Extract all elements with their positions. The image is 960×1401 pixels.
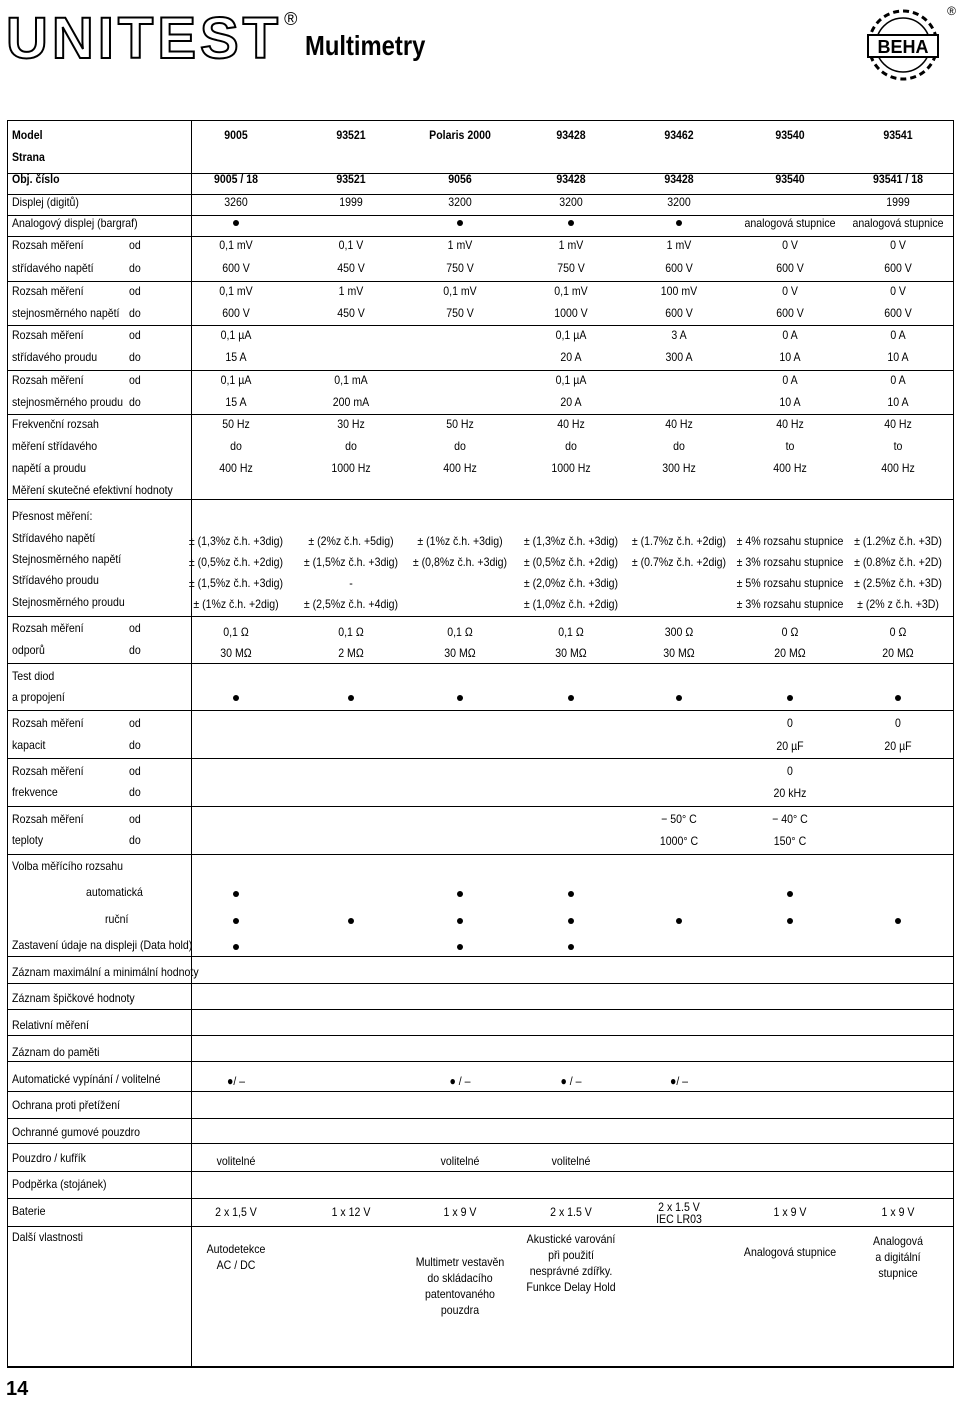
row-label: Pouzdro / kufřík: [12, 1151, 86, 1165]
cell-acc1: ± (1.2%z č.h. +3D): [854, 534, 942, 548]
cell-temp_od: − 40° C: [772, 812, 808, 826]
row-rule: [8, 1198, 953, 1199]
feature-dot-icon: [895, 695, 901, 701]
cell-ohm_od: 0 Ω: [781, 625, 799, 639]
logo-text: BEHA: [877, 37, 929, 57]
cell-autooff: ●/ –: [226, 1074, 246, 1088]
cell-aca_od: 0,1 µA: [555, 328, 587, 342]
od-label: od: [129, 284, 141, 298]
cell-dcv_do: 600 V: [665, 306, 693, 320]
battery-cell: 2 x 1,5 V: [215, 1205, 257, 1219]
cell-bargraph_text: analogová stupnice: [744, 216, 836, 230]
row-rule: [8, 370, 953, 371]
row-label: Podpěrka (stojánek): [12, 1177, 107, 1191]
row-label: kapacit: [12, 738, 46, 752]
row-label: Displej (digitů): [12, 195, 79, 209]
cell-dcv_od: 0,1 mV: [219, 284, 253, 298]
cell-acv_od: 1 mV: [447, 238, 473, 252]
row-label: Frekvenční rozsah: [12, 417, 99, 431]
cell-acc4: ± 3% rozsahu stupnice: [736, 597, 844, 611]
row-rule: [8, 663, 953, 664]
cell-freq_mid: do: [454, 439, 466, 453]
od-label: od: [129, 373, 141, 387]
row-rule: [8, 983, 953, 984]
cell-display: 3200: [559, 195, 583, 209]
do-label: do: [129, 833, 141, 847]
row-rule: [8, 758, 953, 759]
feature-dot-icon: [457, 891, 463, 897]
row-label: Stejnosměrného napětí: [12, 552, 122, 566]
cell-acv_od: 1 mV: [666, 238, 692, 252]
cell-aca_do: 10 A: [887, 350, 909, 364]
row-label: frekvence: [12, 785, 58, 799]
feature-dot-icon: [457, 695, 463, 701]
row-rule: [8, 499, 953, 500]
cell-ohm_od: 0,1 Ω: [338, 625, 364, 639]
od-label: od: [129, 764, 141, 778]
row-label: Záznam do paměti: [12, 1045, 100, 1059]
row-label: Rozsah měření: [12, 812, 84, 826]
cell-model: 93541: [883, 128, 913, 142]
row-rule: [8, 236, 953, 237]
features-cell: Analogová stupnice: [743, 1245, 837, 1259]
cell-dca_od: 0,1 mA: [334, 373, 368, 387]
cell-cap_do: 20 µF: [776, 739, 804, 753]
cell-dcv_do: 600 V: [222, 306, 250, 320]
cell-ohm_od: 300 Ω: [664, 625, 694, 639]
row-label: teploty: [12, 833, 44, 847]
battery-cell: 1 x 9 V: [773, 1205, 807, 1219]
feature-dot-icon: [233, 918, 239, 924]
brand-logo: UNITEST: [6, 6, 283, 71]
cell-freq_od: 40 Hz: [557, 417, 585, 431]
cell-ohm_do: 30 MΩ: [555, 646, 587, 660]
cell-acv_od: 1 mV: [558, 238, 584, 252]
cell-acv_do: 600 V: [222, 261, 250, 275]
cell-freq_od: 50 Hz: [446, 417, 474, 431]
cell-fr_do: 20 kHz: [773, 786, 807, 800]
cell-acc1: ± (2%z č.h. +5dig): [308, 534, 394, 548]
cell-freq_od: 40 Hz: [776, 417, 804, 431]
registered-mark: ®: [284, 9, 298, 29]
cell-acc2: ± (0,5%z č.h. +2dig): [188, 555, 284, 569]
feature-dot-icon: [233, 220, 239, 226]
cell-display: 3200: [667, 195, 691, 209]
feature-dot-icon: [568, 944, 574, 950]
feature-dot-icon: [568, 220, 574, 226]
cell-obj: 93428: [664, 172, 694, 186]
cell-ohm_od: 0,1 Ω: [223, 625, 249, 639]
cell-freq_mid: do: [345, 439, 357, 453]
cell-acc2: ± (1,5%z č.h. +3dig): [303, 555, 399, 569]
row-label: napětí a proudu: [12, 461, 86, 475]
row-label: Obj. číslo: [12, 172, 60, 186]
cell-dcv_do: 600 V: [776, 306, 804, 320]
feature-dot-icon: [233, 695, 239, 701]
cell-freq_do: 1000 Hz: [331, 461, 371, 475]
cell-acv_od: 0,1 mV: [219, 238, 253, 252]
label-divider: [191, 121, 192, 1367]
cell-aca_od: 0 A: [890, 328, 906, 342]
do-label: do: [129, 350, 141, 364]
feature-dot-icon: [787, 918, 793, 924]
row-label: Model: [12, 128, 43, 142]
row-rule: [8, 1226, 953, 1227]
row-rule: [8, 1009, 953, 1010]
cell-freq_do: 300 Hz: [662, 461, 696, 475]
cell-acc4: ± (2,5%z č.h. +4dig): [303, 597, 399, 611]
row-label: Přesnost měření:: [12, 509, 93, 523]
cell-dca_do: 200 mA: [332, 395, 370, 409]
brand-header: [6, 6, 447, 71]
battery-cell: 1 x 9 V: [881, 1205, 915, 1219]
cell-freq_mid: to: [893, 439, 903, 453]
do-label: do: [129, 643, 141, 657]
cell-aca_do: 10 A: [779, 350, 801, 364]
cell-acv_do: 750 V: [446, 261, 474, 275]
feature-dot-icon: [676, 695, 682, 701]
row-rule: [8, 414, 953, 415]
cell-acv_do: 750 V: [557, 261, 585, 275]
od-label: od: [129, 812, 141, 826]
beha-logo-icon: [854, 4, 952, 82]
cell-cap_od: 0: [787, 716, 793, 730]
cell-dcv_od: 0,1 mV: [443, 284, 477, 298]
battery-cell: 2 x 1.5 V IEC LR03: [656, 1200, 702, 1226]
do-label: do: [129, 261, 141, 275]
cell-obj: 93540: [775, 172, 805, 186]
od-label: od: [129, 238, 141, 252]
row-label: odporů: [12, 643, 45, 657]
cell-acc2: ± (0,5%z č.h. +2dig): [523, 555, 619, 569]
od-label: od: [129, 328, 141, 342]
row-rule: [8, 1118, 953, 1119]
do-label: do: [129, 306, 141, 320]
cell-acc1: ± 4% rozsahu stupnice: [736, 534, 844, 548]
row-label: Rozsah měření: [12, 716, 84, 730]
row-label: Stejnosměrného proudu: [12, 595, 125, 609]
row-label: Rozsah měření: [12, 284, 84, 298]
page-number: 14: [6, 1378, 29, 1400]
cell-dcv_od: 1 mV: [338, 284, 364, 298]
row-label: a propojení: [12, 690, 65, 704]
cell-ohm_od: 0,1 Ω: [558, 625, 584, 639]
cell-acv_od: 0 V: [890, 238, 906, 252]
cell-dcv_do: 750 V: [446, 306, 474, 320]
cell-model: Polaris 2000: [429, 128, 491, 142]
features-cell: Akustické varování při použití nesprávné zdířky. Funkce Delay Hold: [526, 1232, 616, 1294]
feature-dot-icon: [568, 891, 574, 897]
cell-freq_od: 40 Hz: [665, 417, 693, 431]
row-rule: [8, 1035, 953, 1036]
row-rule: [8, 616, 953, 617]
cell-acc1: ± (1,3%z č.h. +3dig): [188, 534, 284, 548]
cell-obj: 93428: [556, 172, 586, 186]
cell-dca_do: 15 A: [225, 395, 247, 409]
row-rule: [8, 1061, 953, 1062]
cell-freq_do: 400 Hz: [773, 461, 807, 475]
row-rule: [8, 1143, 953, 1144]
row-label-auto: automatická: [86, 885, 143, 899]
cell-model: 93540: [775, 128, 805, 142]
cell-ohm_od: 0 Ω: [889, 625, 907, 639]
row-label-manual: ruční: [105, 912, 129, 926]
cell-acc3: -: [349, 576, 353, 590]
row-label: Střídavého proudu: [12, 573, 99, 587]
cell-dca_od: 0,1 µA: [220, 373, 252, 387]
cell-acc1: ± (1%z č.h. +3dig): [417, 534, 503, 548]
battery-cell: 2 x 1.5 V: [550, 1205, 592, 1219]
cell-model: 93428: [556, 128, 586, 142]
feature-dot-icon: [568, 918, 574, 924]
row-rule: [8, 1091, 953, 1092]
cell-model: 93462: [664, 128, 694, 142]
page-title: Multimetry: [305, 30, 426, 61]
cell-aca_do: 15 A: [225, 350, 247, 364]
cell-acc2: ± 3% rozsahu stupnice: [736, 555, 844, 569]
row-label: Automatické vypínání / volitelné: [12, 1072, 161, 1086]
feature-dot-icon: [787, 891, 793, 897]
cell-acc2: ± (0,8%z č.h. +3dig): [412, 555, 508, 569]
cell-acc1: ± (1.7%z č.h. +2dig): [631, 534, 727, 548]
cell-dcv_od: 100 mV: [660, 284, 698, 298]
cell-dcv_do: 450 V: [337, 306, 365, 320]
cell-acc4: ± (1%z č.h. +2dig): [193, 597, 279, 611]
cell-temp_do: 1000° C: [659, 834, 699, 848]
cell-dca_do: 20 A: [560, 395, 582, 409]
cell-dcv_od: 0,1 mV: [554, 284, 588, 298]
battery-cell: 1 x 12 V: [331, 1205, 371, 1219]
cell-obj: 93541 / 18: [873, 172, 923, 186]
cell-ohm_do: 30 MΩ: [220, 646, 252, 660]
cell-acv_od: 0,1 V: [338, 238, 364, 252]
cell-dca_od: 0 A: [782, 373, 798, 387]
cell-acc4: ± (2% z č.h. +3D): [857, 597, 939, 611]
row-rule: [8, 1171, 953, 1172]
feature-dot-icon: [676, 220, 682, 226]
cell-aca_do: 20 A: [560, 350, 582, 364]
feature-dot-icon: [676, 918, 682, 924]
cell-model: 93521: [336, 128, 366, 142]
row-label: měření střídavého: [12, 439, 98, 453]
feature-dot-icon: [348, 695, 354, 701]
cell-freq_do: 400 Hz: [881, 461, 915, 475]
cell-temp_do: 150° C: [773, 834, 807, 848]
cell-acc2: ± (0.7%z č.h. +2dig): [631, 555, 727, 569]
cell-obj: 93521: [336, 172, 366, 186]
row-label: střídavého napětí: [12, 261, 94, 275]
row-label: Test diod: [12, 669, 55, 683]
row-rule: [8, 806, 953, 807]
cell-freq_mid: do: [673, 439, 685, 453]
row-rule: [8, 854, 953, 855]
cell-acc2: ± (0.8%z č.h. +2D): [854, 555, 942, 569]
cell-ohm_do: 2 MΩ: [338, 646, 364, 660]
cell-freq_od: 40 Hz: [884, 417, 912, 431]
od-label: od: [129, 716, 141, 730]
row-label: Baterie: [12, 1204, 46, 1218]
row-label: Rozsah měření: [12, 621, 84, 635]
cell-aca_do: 300 A: [665, 350, 693, 364]
row-label: Záznam špičkové hodnoty: [12, 991, 135, 1005]
cell-aca_od: 0 A: [782, 328, 798, 342]
cell-ohm_do: 20 MΩ: [882, 646, 914, 660]
cell-display: 1999: [339, 195, 363, 209]
cell-acc3: ± (2,0%z č.h. +3dig): [523, 576, 619, 590]
cell-acc3: ± 5% rozsahu stupnice: [736, 576, 844, 590]
row-label: stejnosměrného napětí: [12, 306, 120, 320]
row-label: Rozsah měření: [12, 238, 84, 252]
row-label: Rozsah měření: [12, 764, 84, 778]
cell-dca_do: 10 A: [887, 395, 909, 409]
cell-pouzdro: volitelné: [216, 1154, 256, 1168]
cell-ohm_do: 30 MΩ: [444, 646, 476, 660]
feature-dot-icon: [457, 918, 463, 924]
features-cell: Autodetekce AC / DC: [206, 1242, 266, 1272]
cell-obj: 9056: [448, 172, 472, 186]
features-cell: Multimetr vestavěn do skládacího patentovaného pouzdra: [415, 1255, 505, 1317]
cell-autooff: ● / –: [560, 1074, 582, 1088]
cell-dcv_do: 600 V: [884, 306, 912, 320]
od-label: od: [129, 621, 141, 635]
row-label: Rozsah měření: [12, 328, 84, 342]
cell-aca_od: 0,1 µA: [220, 328, 252, 342]
features-cell: Analogová a digitální stupnice: [873, 1234, 923, 1280]
do-label: do: [129, 785, 141, 799]
row-rule: [8, 325, 953, 326]
feature-dot-icon: [233, 891, 239, 897]
cell-freq_mid: to: [785, 439, 795, 453]
cell-freq_od: 30 Hz: [337, 417, 365, 431]
row-label: Ochrana proti přetížení: [12, 1098, 121, 1112]
row-rule: [8, 281, 953, 282]
cell-freq_mid: do: [230, 439, 242, 453]
feature-dot-icon: [348, 918, 354, 924]
cell-dcv_do: 1000 V: [554, 306, 588, 320]
cell-temp_od: − 50° C: [661, 812, 697, 826]
feature-dot-icon: [895, 918, 901, 924]
cell-acv_do: 600 V: [884, 261, 912, 275]
cell-ohm_do: 30 MΩ: [663, 646, 695, 660]
cell-acc3: ± (2.5%z č.h. +3D): [854, 576, 942, 590]
logo-registered-mark: ®: [947, 4, 956, 18]
spec-table: [7, 120, 954, 1368]
row-rule: [8, 956, 953, 957]
row-label: Záznam maximální a minimální hodnoty: [12, 965, 199, 979]
cell-acv_do: 450 V: [337, 261, 365, 275]
row-rule: [8, 710, 953, 711]
cell-model: 9005: [224, 128, 248, 142]
cell-acv_do: 600 V: [776, 261, 804, 275]
cell-bargraph_text: analogová stupnice: [852, 216, 944, 230]
cell-cap_do: 20 µF: [884, 739, 912, 753]
cell-display: 3200: [448, 195, 472, 209]
row-label: Ochranné gumové pouzdro: [12, 1125, 140, 1139]
cell-obj: 9005 / 18: [213, 172, 259, 186]
cell-dca_od: 0,1 µA: [555, 373, 587, 387]
do-label: do: [129, 395, 141, 409]
cell-cap_od: 0: [895, 716, 901, 730]
cell-ohm_do: 20 MΩ: [774, 646, 806, 660]
feature-dot-icon: [568, 695, 574, 701]
feature-dot-icon: [457, 944, 463, 950]
cell-display: 1999: [886, 195, 910, 209]
row-label: Volba měřícího rozsahu: [12, 859, 123, 873]
do-label: do: [129, 738, 141, 752]
row-label: střídavého proudu: [12, 350, 98, 364]
row-label: Relativní měření: [12, 1018, 89, 1032]
row-label: Analogový displej (bargraf): [12, 216, 138, 230]
cell-dcv_od: 0 V: [890, 284, 906, 298]
row-label: Zastavení údaje na displeji (Data hold): [12, 938, 193, 952]
row-label: Střídavého napětí: [12, 531, 96, 545]
row-label: stejnosměrného proudu: [12, 395, 123, 409]
cell-dcv_od: 0 V: [782, 284, 798, 298]
cell-dca_do: 10 A: [779, 395, 801, 409]
cell-pouzdro: volitelné: [551, 1154, 591, 1168]
cell-acc4: ± (1,0%z č.h. +2dig): [523, 597, 619, 611]
cell-fr_od: 0: [787, 764, 793, 778]
cell-freq_mid: do: [565, 439, 577, 453]
row-label: Měření skutečné efektivní hodnoty: [12, 483, 173, 497]
feature-dot-icon: [787, 695, 793, 701]
row-label: Strana: [12, 150, 45, 164]
cell-acv_do: 600 V: [665, 261, 693, 275]
feature-dot-icon: [233, 944, 239, 950]
cell-freq_do: 400 Hz: [443, 461, 477, 475]
cell-acv_od: 0 V: [782, 238, 798, 252]
row-rule: [8, 194, 953, 195]
cell-pouzdro: volitelné: [440, 1154, 480, 1168]
row-label: Rozsah měření: [12, 373, 84, 387]
cell-autooff: ●/ –: [669, 1074, 689, 1088]
cell-autooff: ● / –: [449, 1074, 471, 1088]
cell-freq_do: 400 Hz: [219, 461, 253, 475]
cell-ohm_od: 0,1 Ω: [447, 625, 473, 639]
row-label: Další vlastnosti: [12, 1230, 84, 1244]
cell-freq_do: 1000 Hz: [551, 461, 591, 475]
cell-dca_od: 0 A: [890, 373, 906, 387]
bottom-rule: [7, 1366, 954, 1367]
cell-freq_od: 50 Hz: [222, 417, 250, 431]
cell-display: 3260: [224, 195, 248, 209]
row-rule: [8, 173, 953, 174]
battery-cell: 1 x 9 V: [443, 1205, 477, 1219]
feature-dot-icon: [457, 220, 463, 226]
cell-acc3: ± (1,5%z č.h. +3dig): [188, 576, 284, 590]
cell-acc1: ± (1,3%z č.h. +3dig): [523, 534, 619, 548]
cell-aca_od: 3 A: [671, 328, 687, 342]
